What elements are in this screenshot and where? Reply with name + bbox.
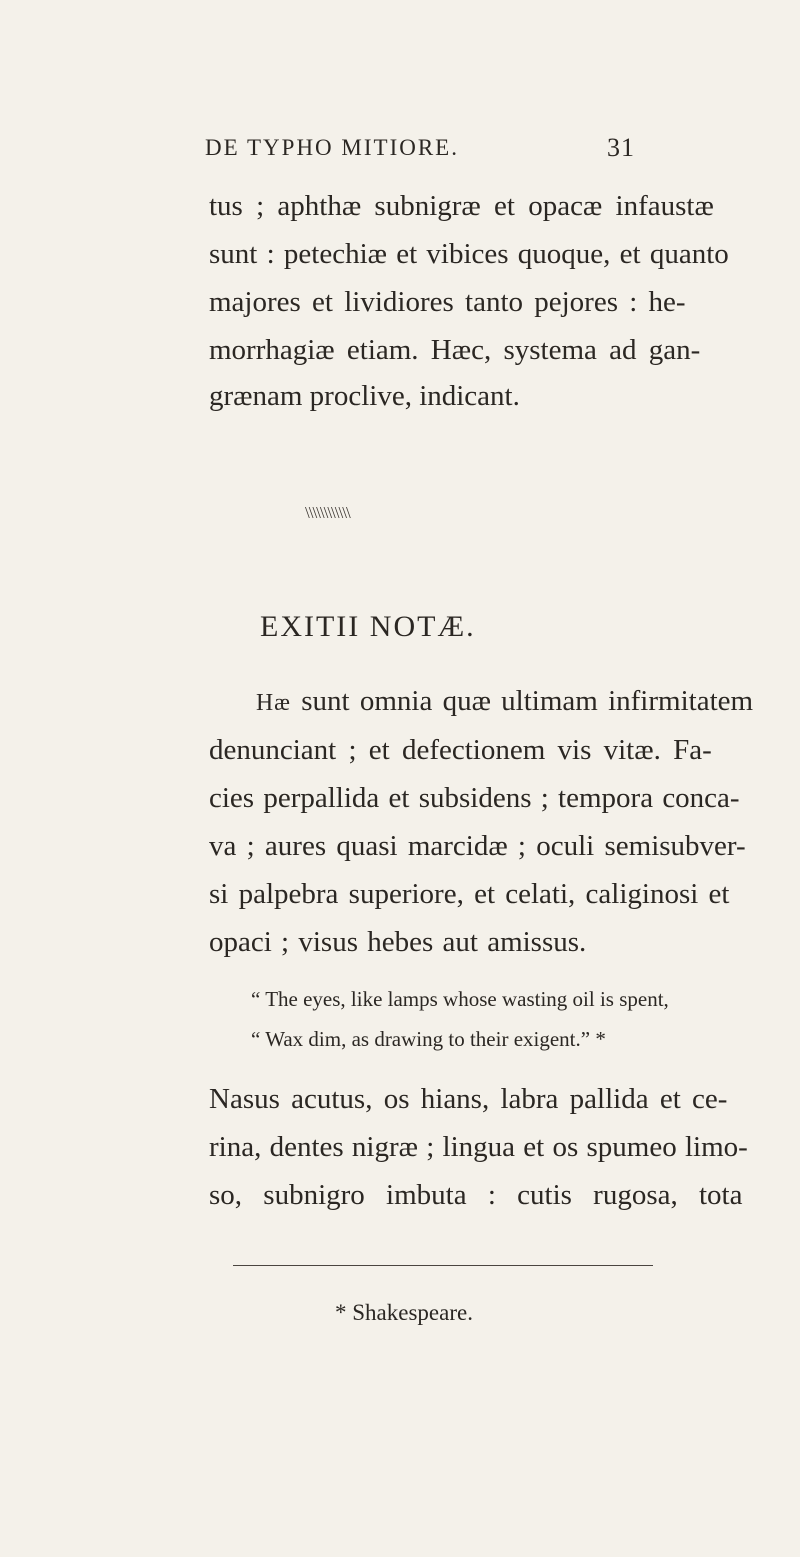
text-line: morrhagiæ etiam. Hæc, systema ad gan- [209, 334, 701, 366]
text-line: rina, dentes nigræ ; lingua et os spumeo limo- [209, 1131, 748, 1163]
text-line: opaci ; visus hebes aut amissus. [209, 926, 587, 958]
text-line: Nasus acutus, os hians, labra pallida et ce- [209, 1083, 728, 1115]
quote-line: “ Wax dim, as drawing to their exigent.” * [251, 1027, 606, 1051]
text-line [256, 685, 753, 718]
text-line: sunt : petechiæ et vibices quoque, et quanto [209, 238, 729, 270]
text-line: majores et lividiores tanto pejores : he- [209, 286, 686, 318]
text-line: denunciant ; et defectionem vis vitæ. Fa- [209, 734, 712, 766]
line-rest: sunt omnia quæ ultimam infirmitatem [291, 685, 754, 717]
footnote-divider [233, 1265, 653, 1266]
text-line: tus ; aphthæ subnigræ et opacæ infaustæ [209, 190, 714, 222]
text-line: cies perpallida et subsidens ; tempora conca- [209, 782, 740, 814]
text-line: grænam proclive, indicant. [209, 380, 520, 412]
running-title: DE TYPHO MITIORE. [205, 135, 459, 160]
initial-word: Hæ [256, 690, 292, 716]
footnote: * Shakespeare. [335, 1300, 473, 1325]
text-line: va ; aures quasi marcidæ ; oculi semisubver- [209, 830, 746, 862]
page-number: 31 [607, 133, 635, 162]
section-title: EXITII NOTÆ. [260, 610, 476, 643]
text-line: si palpebra superiore, et celati, caliginosi et [209, 878, 730, 910]
quote-line: “ The eyes, like lamps whose wasting oil is spent, [251, 987, 669, 1011]
text-line: so, subnigro imbuta : cutis rugosa, tota [209, 1179, 743, 1211]
section-ornament: \\\\\\\\\\\\ [305, 503, 350, 522]
